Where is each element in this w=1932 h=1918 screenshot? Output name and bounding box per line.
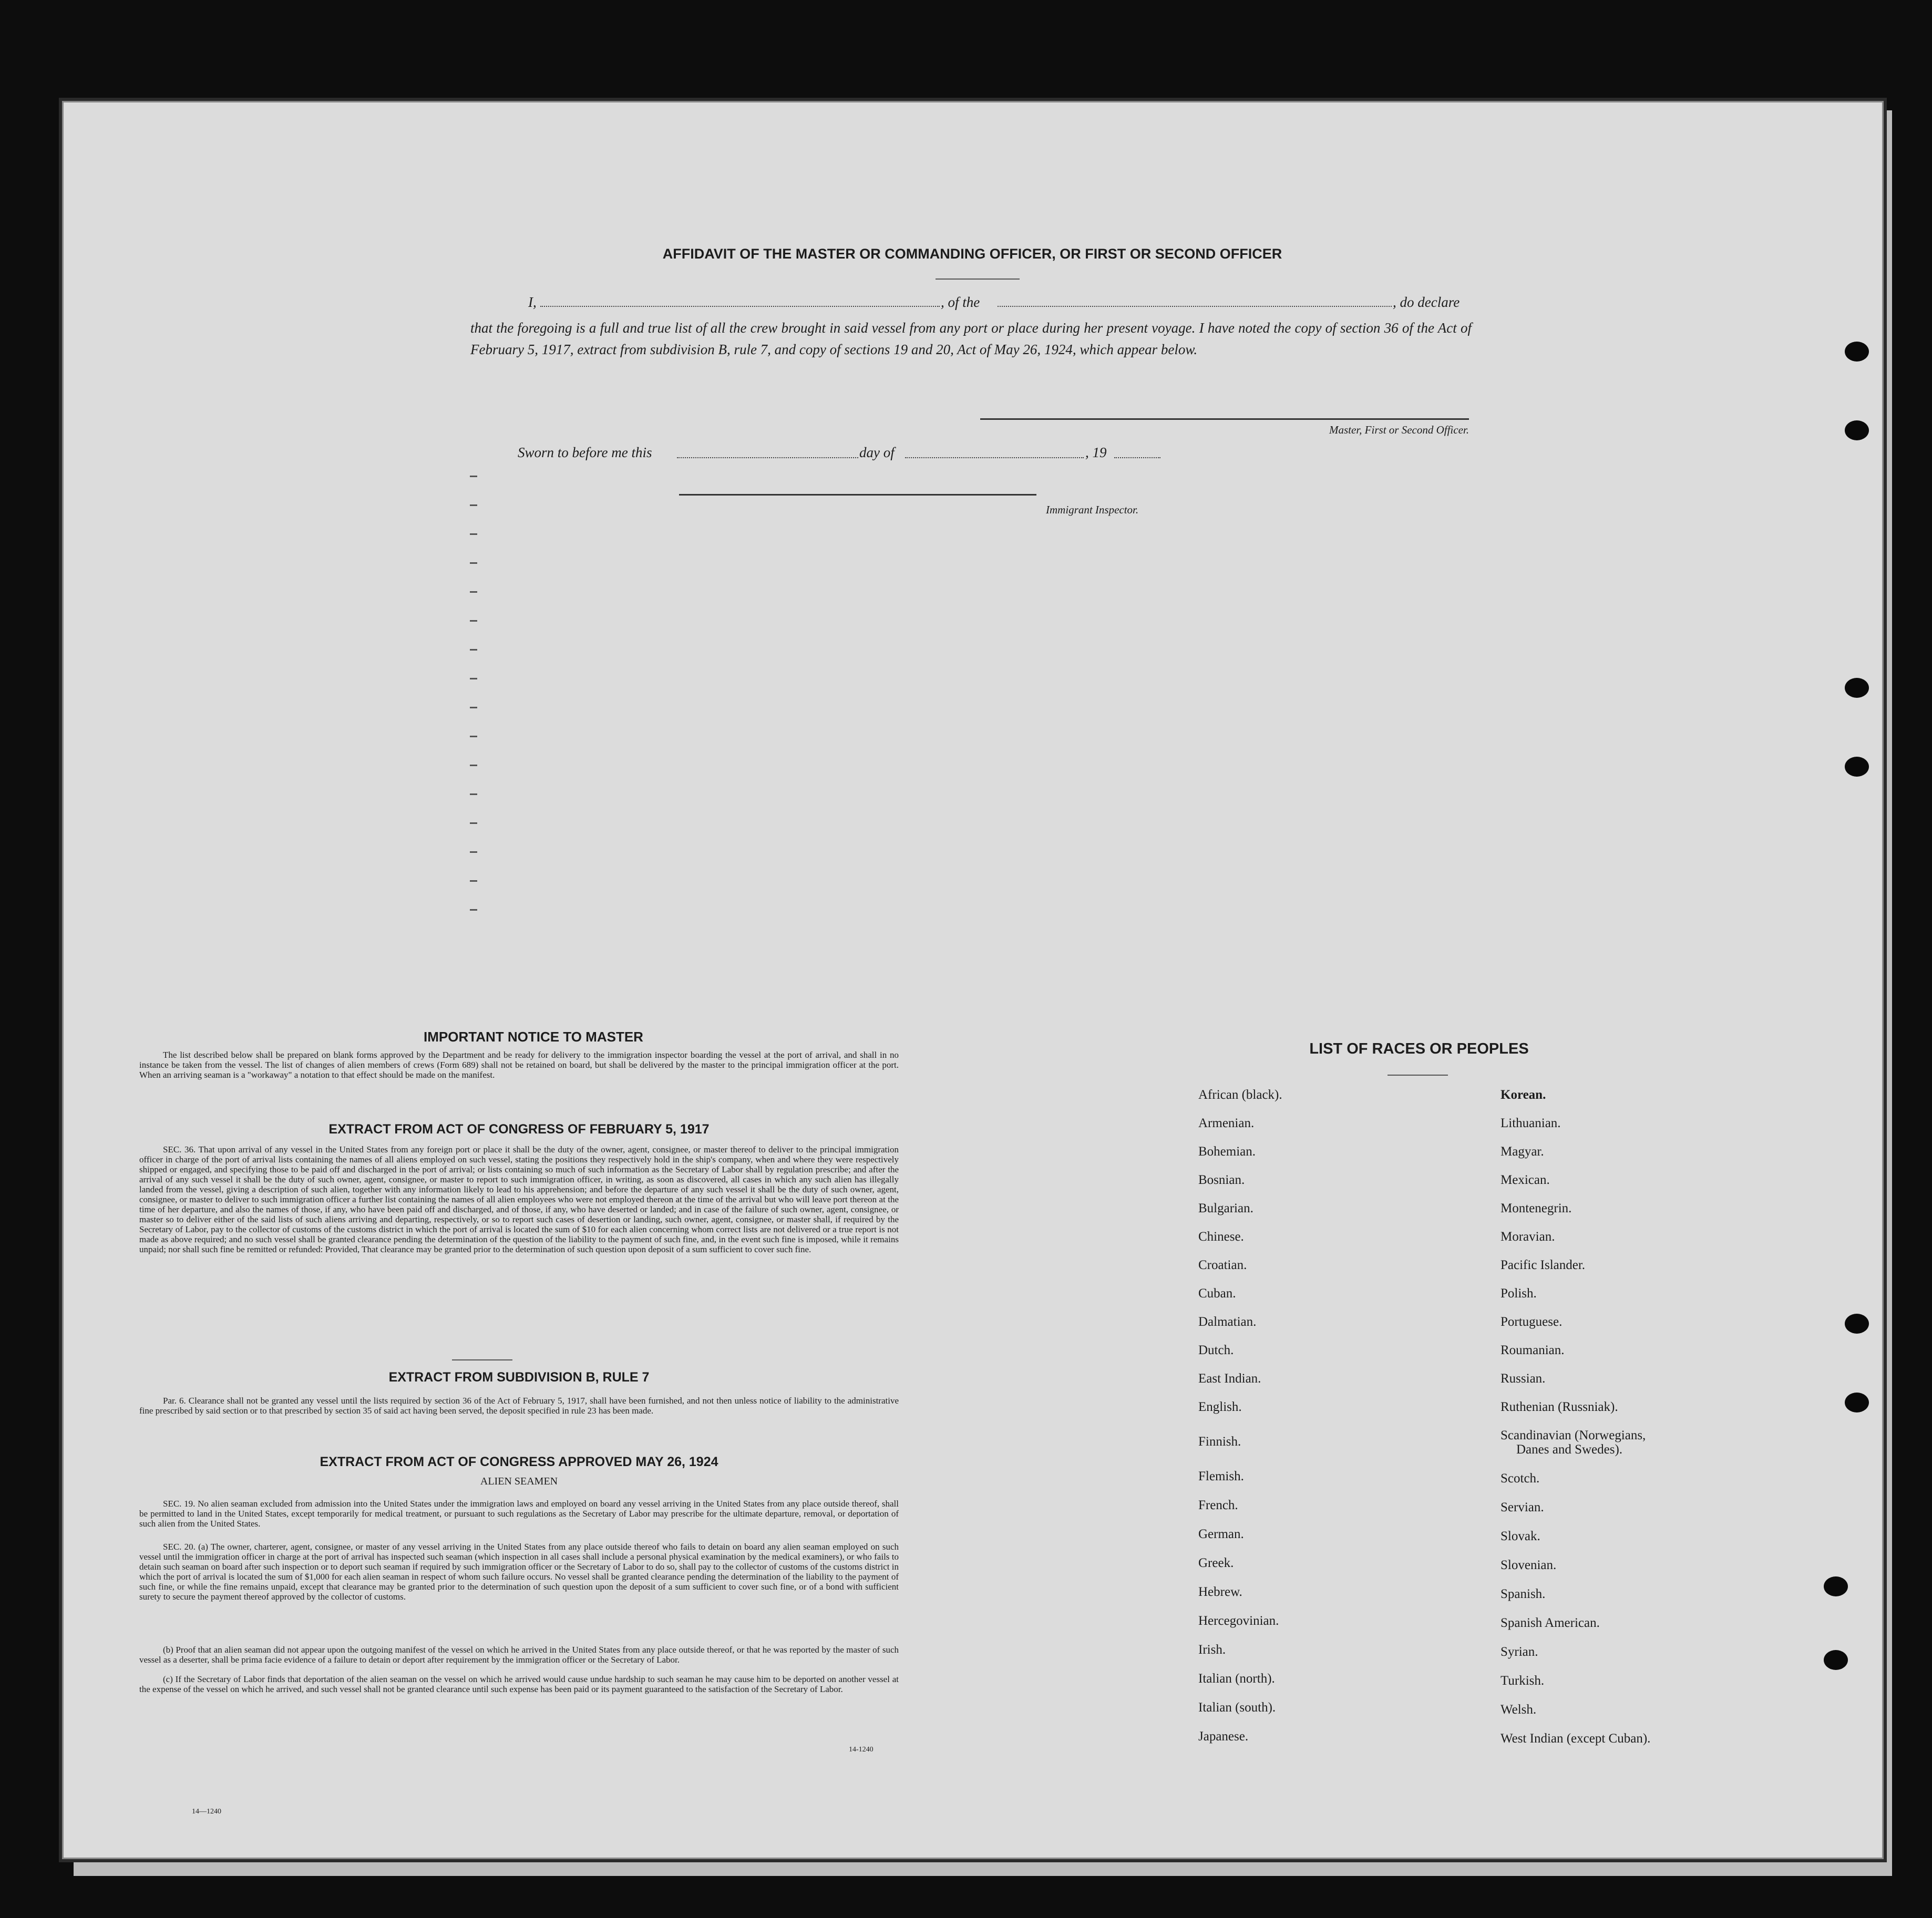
master-name-field[interactable] <box>540 306 940 307</box>
notice-text: The list described below shall be prepared on blank forms approved by the Department and be ready for delivery to the immigration inspector boarding the vessel at the port of arrival, and shall in no instance be taken from the vessel. The list of changes of alien members of crews (Form 689) shall not be retained on board, but shall be delivered by the master to the principal immigration officer at the port. When an arriving seaman is a "workaway" a notation to that effect should be made on the manifest. <box>139 1050 899 1080</box>
master-signature-line[interactable] <box>980 418 1469 420</box>
punch-hole <box>1824 1576 1848 1596</box>
punch-hole <box>1845 1393 1869 1412</box>
margin-tick <box>470 562 477 564</box>
form-number-bottom: 14—1240 <box>192 1808 221 1816</box>
punch-hole <box>1845 757 1869 777</box>
race-item: French. <box>1198 1498 1238 1512</box>
race-item: Korean. <box>1501 1088 1546 1102</box>
race-item: Magyar. <box>1501 1144 1544 1159</box>
extract-1924-title: EXTRACT FROM ACT OF CONGRESS APPROVED MAY 26, 1924 <box>320 1455 718 1469</box>
race-item: Roumanian. <box>1501 1343 1565 1357</box>
sworn-date-field[interactable] <box>677 457 858 458</box>
race-item: Bosnian. <box>1198 1173 1245 1187</box>
race-item: Syrian. <box>1501 1645 1538 1659</box>
affidavit-title: AFFIDAVIT OF THE MASTER OR COMMANDING OFFICER, OR FIRST OR SECOND OFFICER <box>662 246 1282 262</box>
race-item: Irish. <box>1198 1643 1226 1657</box>
race-item: Dutch. <box>1198 1343 1234 1357</box>
punch-hole <box>1845 420 1869 440</box>
races-title-rule <box>1388 1075 1448 1076</box>
margin-tick <box>470 909 477 911</box>
race-item: Montenegrin. <box>1501 1201 1572 1215</box>
extract-1924-sec20b: (b) Proof that an alien seaman did not appear upon the outgoing manifest of the vessel on which he arrived in the United States from any place outside thereof, or that he was reported by the master of such vessel as a deserter, shall be prima facie evidence of a failure to detain or deport after requirement by the immigration officer or the Secretary of Labor. <box>139 1645 899 1665</box>
extract-1917-title: EXTRACT FROM ACT OF CONGRESS OF FEBRUARY 5, 1917 <box>328 1122 710 1137</box>
race-item: Ruthenian (Russniak). <box>1501 1400 1618 1414</box>
race-item: Dalmatian. <box>1198 1315 1257 1329</box>
race-item: Bulgarian. <box>1198 1201 1253 1215</box>
inspector-signature-line[interactable] <box>679 494 1036 496</box>
race-item: Hebrew. <box>1198 1585 1242 1599</box>
margin-tick <box>470 822 477 824</box>
margin-tick <box>470 678 477 679</box>
race-item: Bohemian. <box>1198 1144 1256 1159</box>
extract-rule7-text: Par. 6. Clearance shall not be granted any vessel until the lists required by section 36 of the Act of February 5, 1917, shall have been furnished, and not then unless notice of liability to the administrative fine prescribed by said section or to that prescribed by section 35 of said act having been served, the deposit specified in rule 23 has been made. <box>139 1396 899 1416</box>
margin-tick <box>470 793 477 795</box>
affidavit-i-label: I, <box>528 294 537 310</box>
year-label: , 19 <box>1085 445 1107 460</box>
punch-hole <box>1824 1650 1848 1670</box>
race-item: Turkish. <box>1501 1674 1545 1688</box>
notice-title: IMPORTANT NOTICE TO MASTER <box>424 1029 643 1045</box>
title-rule <box>936 279 1020 280</box>
inspector-signature-label: Immigrant Inspector. <box>1046 503 1139 516</box>
race-item: Italian (north). <box>1198 1672 1275 1686</box>
race-item: Armenian. <box>1198 1116 1255 1130</box>
margin-tick <box>470 880 477 882</box>
extract-rule7-title: EXTRACT FROM SUBDIVISION B, RULE 7 <box>388 1370 650 1385</box>
section-rule <box>452 1359 512 1360</box>
sworn-label: Sworn to before me this <box>518 445 652 460</box>
margin-tick <box>470 851 477 853</box>
race-item: Chinese. <box>1198 1230 1244 1244</box>
margin-tick <box>470 504 477 506</box>
sworn-year-field[interactable] <box>1114 457 1160 458</box>
race-item: Portuguese. <box>1501 1315 1563 1329</box>
margin-tick <box>470 765 477 766</box>
race-item: Flemish. <box>1198 1469 1244 1483</box>
race-item: Servian. <box>1501 1500 1544 1514</box>
extract-1924-sec20a: SEC. 20. (a) The owner, charterer, agent, consignee, or master of any vessel arriving in the United States from any place outside thereof who fails to detain on board any alien seaman employed on such vessel until the immigration officer in charge at the port of arrival has inspected such seaman (which inspection in all cases shall include a personal physical examination by the medical examiners), or who fails to detain such seaman on board after such inspection or to deport such seaman if required by such immigration officer or the Secretary of Labor to do so, shall pay to the collector of customs of the customs district in which the port of arrival is located the sum of $1,000 for each alien seaman in respect of whom such failure occurs. No vessel shall be granted clearance pending the determination of the liability to the payment of such fine, or while the fine remains unpaid, except that clearance may be granted prior to the determination of such question upon the deposit of a sum sufficient to cover such fine, or of a bond with sufficient surety to secure the payment thereof approved by the collector of customs. <box>139 1542 899 1602</box>
margin-tick <box>470 533 477 535</box>
race-item: Hercegovinian. <box>1198 1614 1279 1628</box>
race-item: Greek. <box>1198 1556 1234 1570</box>
race-item: Scandinavian (Norwegians, <box>1501 1428 1646 1442</box>
races-title: LIST OF RACES OR PEOPLES <box>1309 1040 1529 1057</box>
race-item: Scotch. <box>1501 1471 1540 1486</box>
race-item: Lithuanian. <box>1501 1116 1561 1130</box>
punch-hole <box>1845 342 1869 362</box>
punch-hole <box>1845 1314 1869 1334</box>
race-item: Italian (south). <box>1198 1700 1276 1715</box>
race-item: Croatian. <box>1198 1258 1247 1272</box>
day-of-label: day of <box>859 445 895 460</box>
race-item: Finnish. <box>1198 1435 1241 1449</box>
margin-tick <box>470 736 477 737</box>
race-item: Spanish. <box>1501 1587 1546 1601</box>
race-item: Welsh. <box>1501 1703 1537 1717</box>
race-item: Pacific Islander. <box>1501 1258 1586 1272</box>
affidavit-body: that the foregoing is a full and true list of all the crew brought in said vessel from any port or place during her present voyage. I have noted the copy of section 36 of the Act of February 5, 1917, extract from subdivision B, rule 7, and copy of sections 19 and 20, Act of May 26, 1924, which appear below. <box>470 320 1472 357</box>
master-signature-label: Master, First or Second Officer. <box>1329 424 1469 436</box>
margin-tick <box>470 476 477 477</box>
extract-1924-sec19: SEC. 19. No alien seaman excluded from admission into the United States under the immigration laws and employed on board any vessel arriving in the United States from any place outside thereof, shall be permitted to land in the United States, except temporarily for medical treatment, or pursuant to such regulations as the Secretary of Labor may prescribe for the ultimate departure, removal, or deportation of such alien from the United States. <box>139 1499 899 1529</box>
race-item: African (black). <box>1198 1088 1282 1102</box>
race-item: Japanese. <box>1198 1729 1249 1744</box>
race-item: English. <box>1198 1400 1242 1414</box>
extract-1924-sec20c: (c) If the Secretary of Labor finds that deportation of the alien seaman on the vessel on which he arrived would cause undue hardship to such seaman he may cause him to be deported on another vessel at the expense of the vessel on which he arrived, and such vessel shall not be granted clearance until such expense has been paid or its payment guaranteed to the satisfaction of the Secretary of Labor. <box>139 1674 899 1694</box>
form-number: 14-1240 <box>849 1746 873 1754</box>
race-item: Danes and Swedes). <box>1516 1442 1623 1457</box>
race-item: West Indian (except Cuban). <box>1501 1731 1651 1746</box>
race-item: Spanish American. <box>1501 1616 1600 1630</box>
race-item: East Indian. <box>1198 1372 1261 1386</box>
race-item: Slovak. <box>1501 1529 1540 1543</box>
race-item: German. <box>1198 1527 1244 1541</box>
race-item: Mexican. <box>1501 1173 1550 1187</box>
punch-hole <box>1845 678 1869 698</box>
sworn-month-field[interactable] <box>905 457 1084 458</box>
margin-tick <box>470 649 477 651</box>
race-item: Cuban. <box>1198 1286 1236 1301</box>
alien-seamen-subtitle: ALIEN SEAMEN <box>480 1476 558 1487</box>
affidavit-of-the-label: , of the <box>941 294 980 310</box>
margin-tick <box>470 707 477 708</box>
margin-tick <box>470 620 477 622</box>
race-item: Moravian. <box>1501 1230 1555 1244</box>
race-item: Russian. <box>1501 1372 1546 1386</box>
extract-1917-text: SEC. 36. That upon arrival of any vessel in the United States from any foreign port or place it shall be the duty of the owner, agent, consignee, or master thereof to deliver to the principal immigration officer in charge of the port of arrival lists containing the names of all aliens employed on such vessel, stating the positions they respectively hold in the ship's company, when and where they were respectively shipped or engaged, and specifying those to be paid off and discharged in the port of arrival; or lists containing so much of such information as the Secretary of Labor shall by regulation prescribe; and after the arrival of any such vessel it shall be the duty of such owner, agent, consignee, or master to report to such immigration officer, in writing, as soon as discovered, all cases in which any such alien has illegally landed from the vessel, giving a description of such alien, together with any information likely to lead to his apprehension; and before the departure of any such vessel it shall be the duty of such owner, agent, consignee, or master to deliver to such immigration officer a further list containing the names of all alien employees who were not employed thereon at the time of the arrival but who will leave port thereon at the time of her departure, and also the names of those, if any, who have been paid off and discharged, and of those, if any, who have deserted or landed; and in case of the failure of such owner, agent, consignee, or master so to deliver either of the said lists of such aliens arriving and departing, respectively, or so to report such cases of desertion or landing, such owner, agent, consignee, or master shall, if required by the Secretary of Labor, pay to the collector of customs of the customs district in which the port of arrival is located the sum of $10 for each alien concerning whom correct lists are not delivered or a true report is not made as above required; and no such vessel shall be granted clearance pending the determination of the question of the liability to the payment of such fine, and, in the event such fine is imposed, while it remains unpaid; nor shall such fine be remitted or refunded: Provided, That clearance may be granted prior to the determination of such question upon deposit of a sum sufficient to cover such fine. <box>139 1144 899 1254</box>
race-item: Slovenian. <box>1501 1558 1557 1572</box>
margin-tick <box>470 591 477 593</box>
affidavit-do-declare-label: , do declare <box>1393 294 1460 310</box>
vessel-name-field[interactable] <box>998 306 1392 307</box>
race-item: Polish. <box>1501 1286 1537 1301</box>
